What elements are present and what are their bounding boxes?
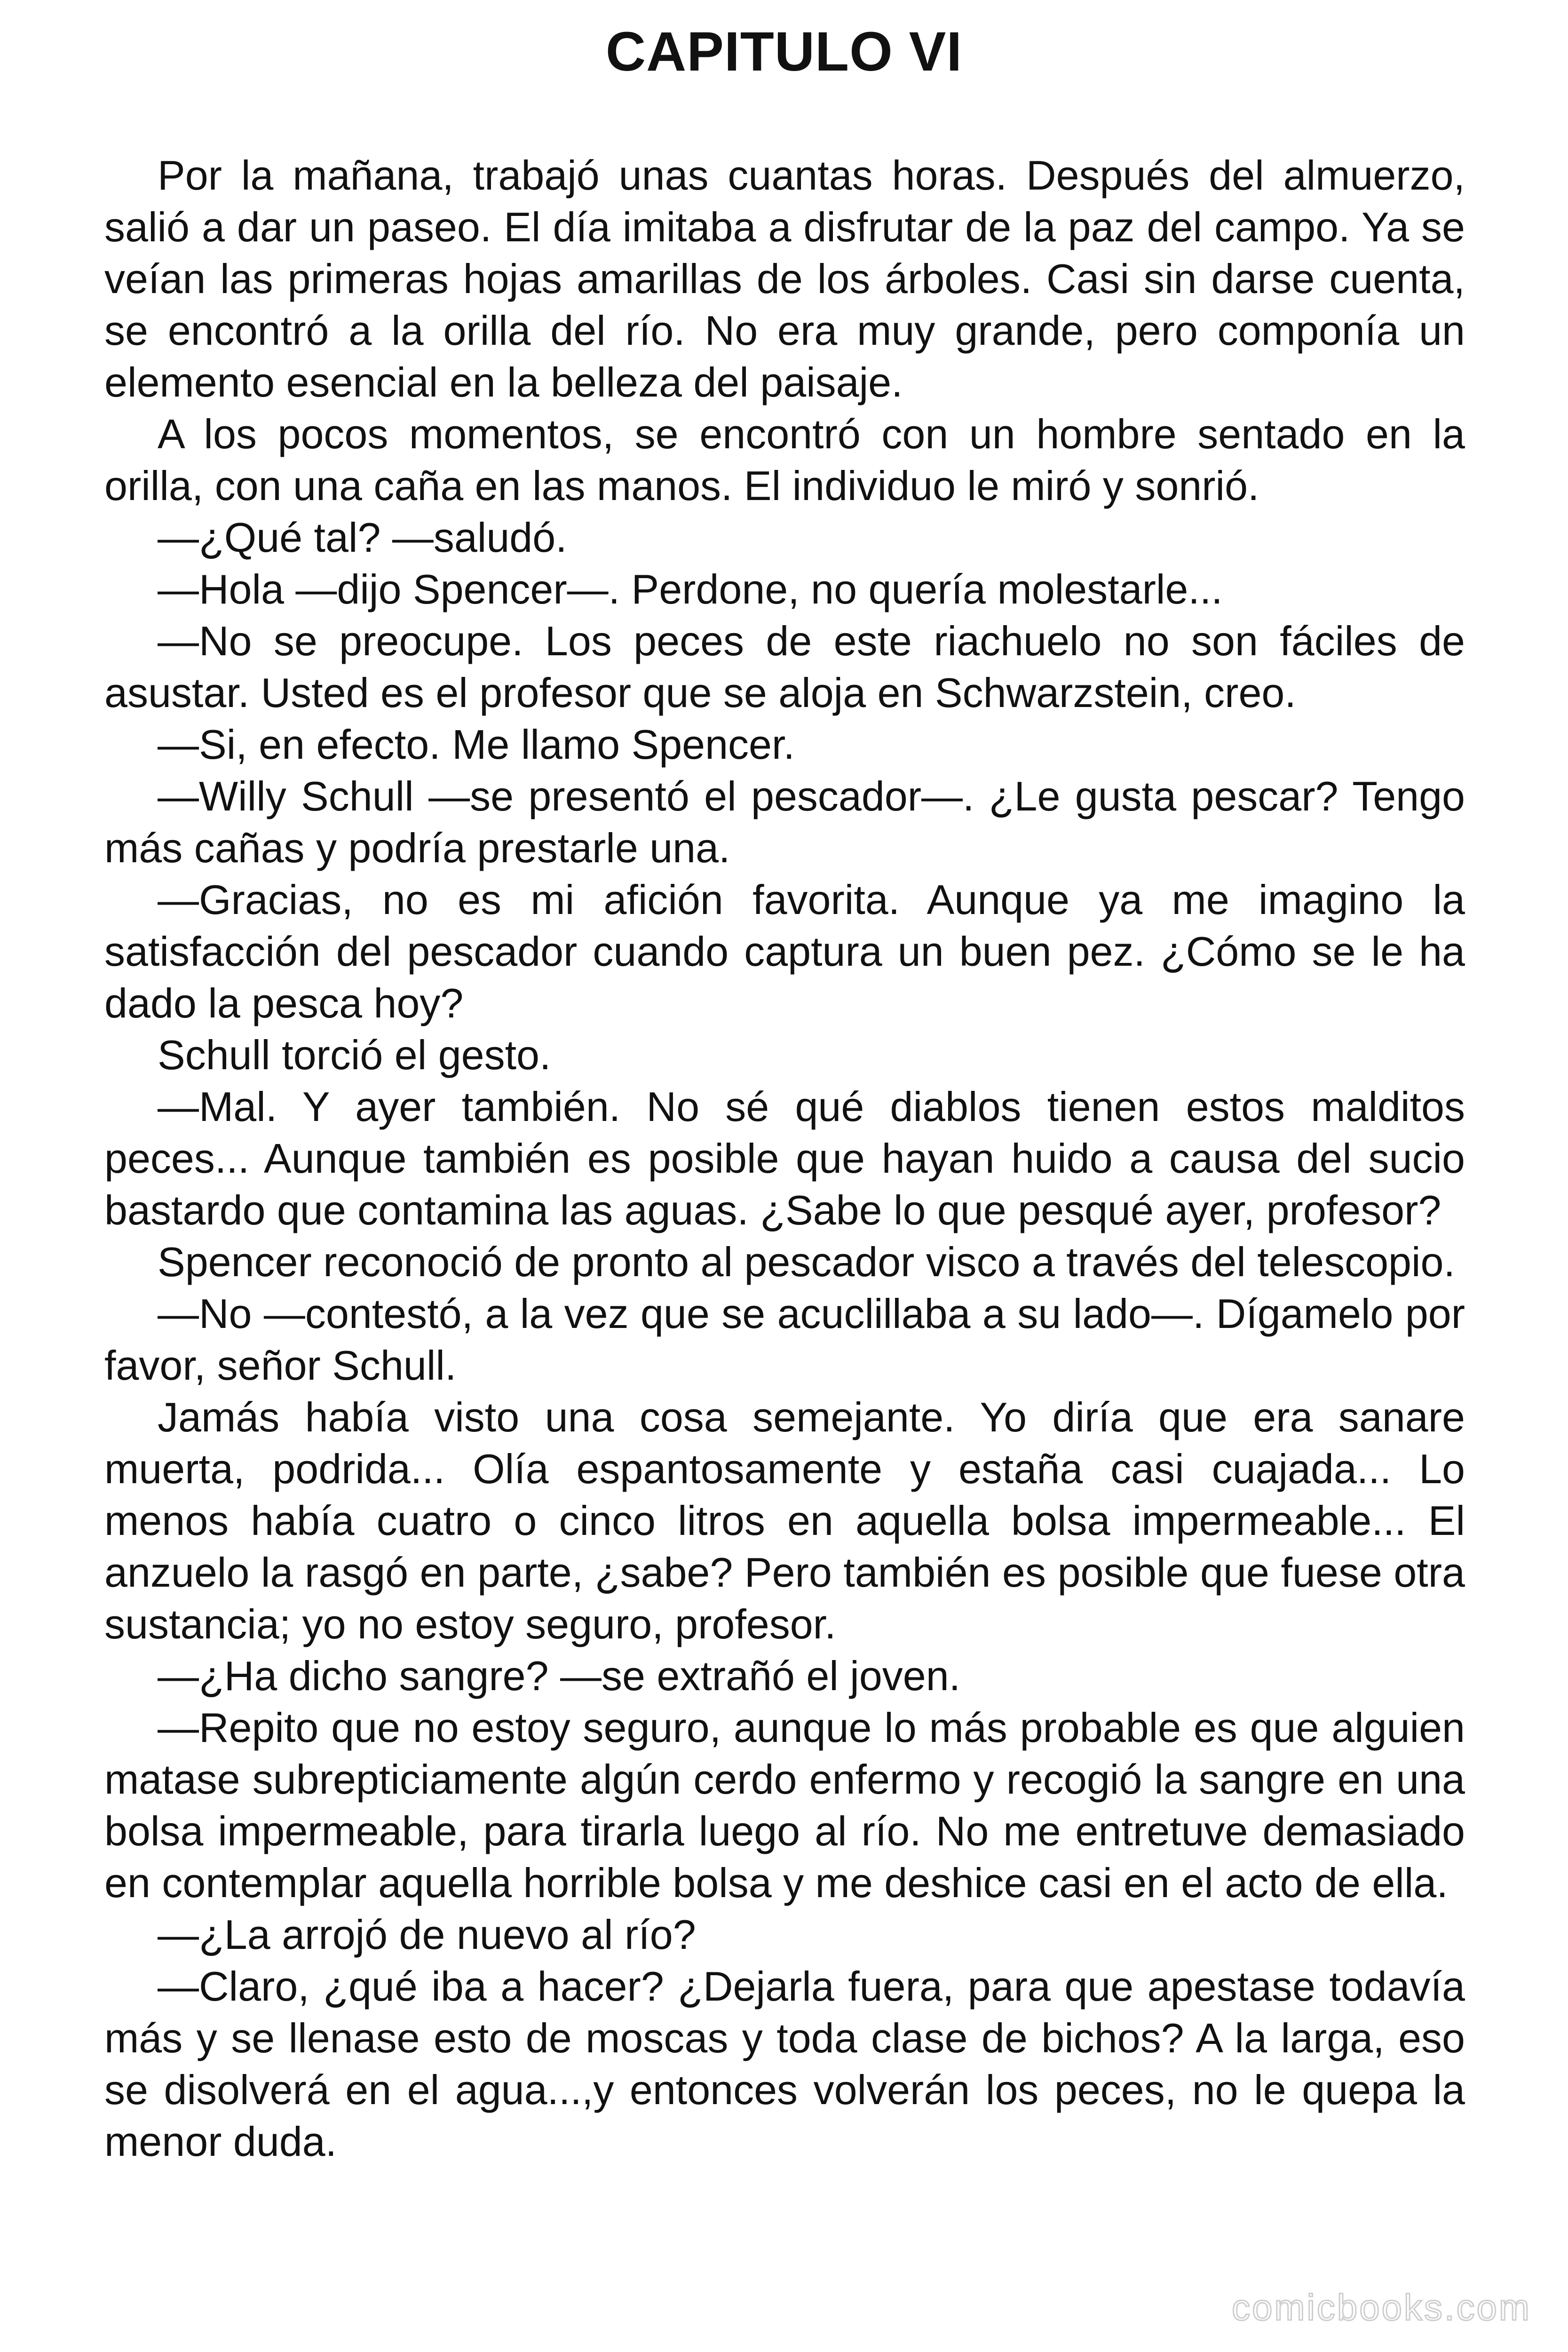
paragraph: —Mal. Y ayer también. No sé qué diablos tienen estos malditos peces... Aunque también es posible que hayan huido a causa del sucio bastardo que contamina las aguas. ¿Sabe lo que pesqué ayer, profesor? <box>104 1083 1465 1233</box>
paragraph: —¿Ha dicho sangre? —se extrañó el joven. <box>158 1653 961 1699</box>
paragraph: A los pocos momentos, se encontró con un hombre sentado en la orilla, con una caña en las manos. El individuo le miró y sonrió. <box>104 411 1465 509</box>
paragraph: Schull torció el gesto. <box>158 1032 551 1078</box>
watermark-logo: comicbooks.com <box>1232 2287 1531 2328</box>
chapter-body <box>104 150 1465 2168</box>
paragraph: —¿La arrojó de nuevo al río? <box>158 1911 696 1958</box>
paragraph: —Repito que no estoy seguro, aunque lo más probable es que alguien matase subrepticiamente algún cerdo enfermo y recogió la sangre en una bolsa impermeable, para tirarla luego al río. No me entretuve demasiado en contemplar aquella horrible bolsa y me deshice casi en el acto de ella. <box>104 1704 1465 1906</box>
paragraph: Por la mañana, trabajó unas cuantas horas. Después del almuerzo, salió a dar un paseo. El día imitaba a disfrutar de la paz del campo. Ya se veían las primeras hojas amarillas de los árboles. Casi sin darse cuenta, se encontró a la orilla del río. No era muy grande, pero componía un elemento esencial en la belleza del paisaje. <box>104 152 1465 405</box>
paragraph: —Hola —dijo Spencer—. Perdone, no quería molestarle... <box>158 566 1223 612</box>
paragraph: —¿Qué tal? —saludó. <box>158 514 567 561</box>
paragraph: Jamás había visto una cosa semejante. Yo diría que era sanare muerta, podrida... Olía espantosamente y estaña casi cuajada... Lo menos había cuatro o cinco litros en aquella bolsa impermeable... El anzuelo la rasgó en parte, ¿sabe? Pero también es posible que fuese otra sustancia; yo no estoy seguro, profesor. <box>104 1394 1465 1647</box>
paragraph: —Gracias, no es mi afición favorita. Aunque ya me imagino la satisfacción del pescador cuando captura un buen pez. ¿Cómo se le ha dado la pesca hoy? <box>104 876 1465 1026</box>
paragraph: Spencer reconoció de pronto al pescador visco a través del telescopio. <box>158 1239 1455 1285</box>
paragraph: —No se preocupe. Los peces de este riachuelo no son fáciles de asustar. Usted es el profesor que se aloja en Schwarzstein, creo. <box>104 618 1465 716</box>
chapter-title: CAPITULO VI <box>605 21 963 83</box>
paragraph: —Si, en efecto. Me llamo Spencer. <box>158 721 795 768</box>
paragraph: —No —contestó, a la vez que se acuclillaba a su lado—. Dígamelo por favor, señor Schull. <box>104 1290 1465 1389</box>
paragraph: —Willy Schull —se presentó el pescador—. ¿Le gusta pescar? Tengo más cañas y podría prestarle una. <box>104 773 1465 871</box>
paragraph: —Claro, ¿qué iba a hacer? ¿Dejarla fuera, para que apestase todavía más y se llenase esto de moscas y toda clase de bichos? A la larga, eso se disolverá en el agua...,y entonces volverán los peces, no le quepa la menor duda. <box>104 1963 1465 2165</box>
